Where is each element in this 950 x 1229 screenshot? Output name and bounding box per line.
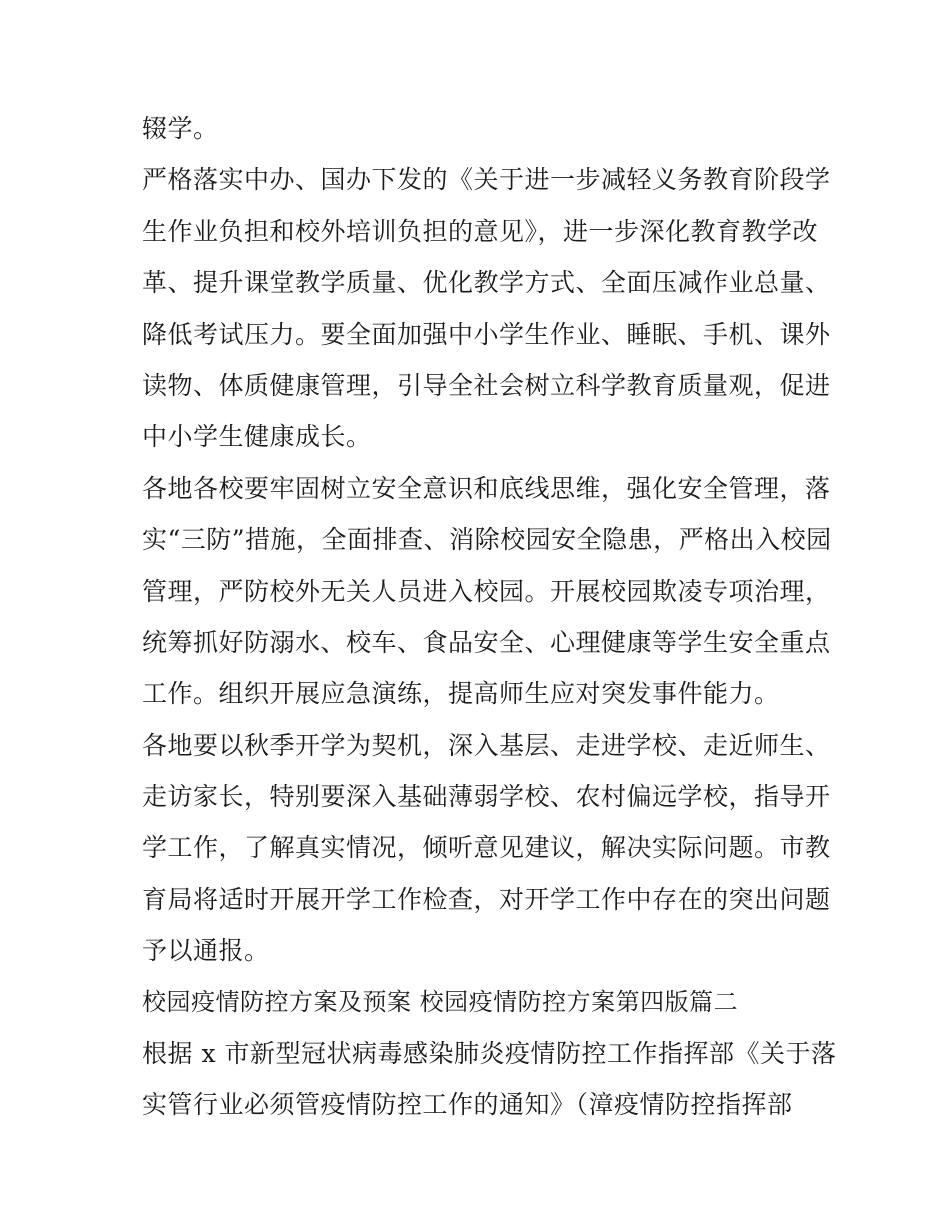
text-line: 严格落实中办、国办下发的《关于进一步减轻义务教育阶段学 bbox=[142, 165, 831, 195]
text-line: 各地要以秋季开学为契机，深入基层、走进学校、走近师生、 bbox=[142, 730, 831, 760]
text-line: 生作业负担和校外培训负担的意见》，进一步深化教育教学改 bbox=[142, 216, 819, 246]
document-body bbox=[142, 103, 837, 1131]
text-line: 学工作，了解真实情况，倾听意见建议，解决实际问题。市教 bbox=[142, 833, 831, 863]
text-line: 各地各校要牢固树立安全意识和底线思维，强化安全管理，落 bbox=[142, 473, 831, 503]
text-line: 工作。组织开展应急演练，提高师生应对突发事件能力。 bbox=[142, 679, 780, 709]
text-line: 走访家长，特别要深入基础薄弱学校、农村偏远学校，指导开 bbox=[142, 782, 831, 812]
text-line: 革、提升课堂教学质量、优化教学方式、全面压减作业总量、 bbox=[142, 268, 831, 298]
section-heading: 校园疫情防控方案及预案 校园疫情防控方案第四版篇二 bbox=[142, 987, 739, 1016]
text-line: 中小学生健康成长。 bbox=[142, 422, 372, 452]
text-line: 降低考试压力。要全面加强中小学生作业、睡眠、手机、课外 bbox=[142, 319, 831, 349]
text-line: 根据 x 市新型冠状病毒感染肺炎疫情防控工作指挥部《关于落 bbox=[142, 1039, 837, 1069]
text-line: 管理，严防校外无关人员进入校园。开展校园欺凌专项治理， bbox=[142, 576, 831, 606]
text-line: 实管行业必须管疫情防控工作的通知》（漳疫情防控指挥部 bbox=[142, 1090, 793, 1120]
text-line: 育局将适时开展开学工作检查，对开学工作中存在的突出问题 bbox=[142, 884, 831, 914]
text-line: 辍学。 bbox=[142, 114, 219, 143]
text-line: 实“三防”措施，全面排查、消除校园安全隐患，严格出入校园 bbox=[142, 525, 832, 555]
text-line: 读物、体质健康管理，引导全社会树立科学教育质量观，促进 bbox=[142, 370, 831, 400]
text-line: 统筹抓好防溺水、校车、食品安全、心理健康等学生安全重点 bbox=[142, 627, 831, 657]
text-line: 予以通报。 bbox=[142, 936, 270, 966]
